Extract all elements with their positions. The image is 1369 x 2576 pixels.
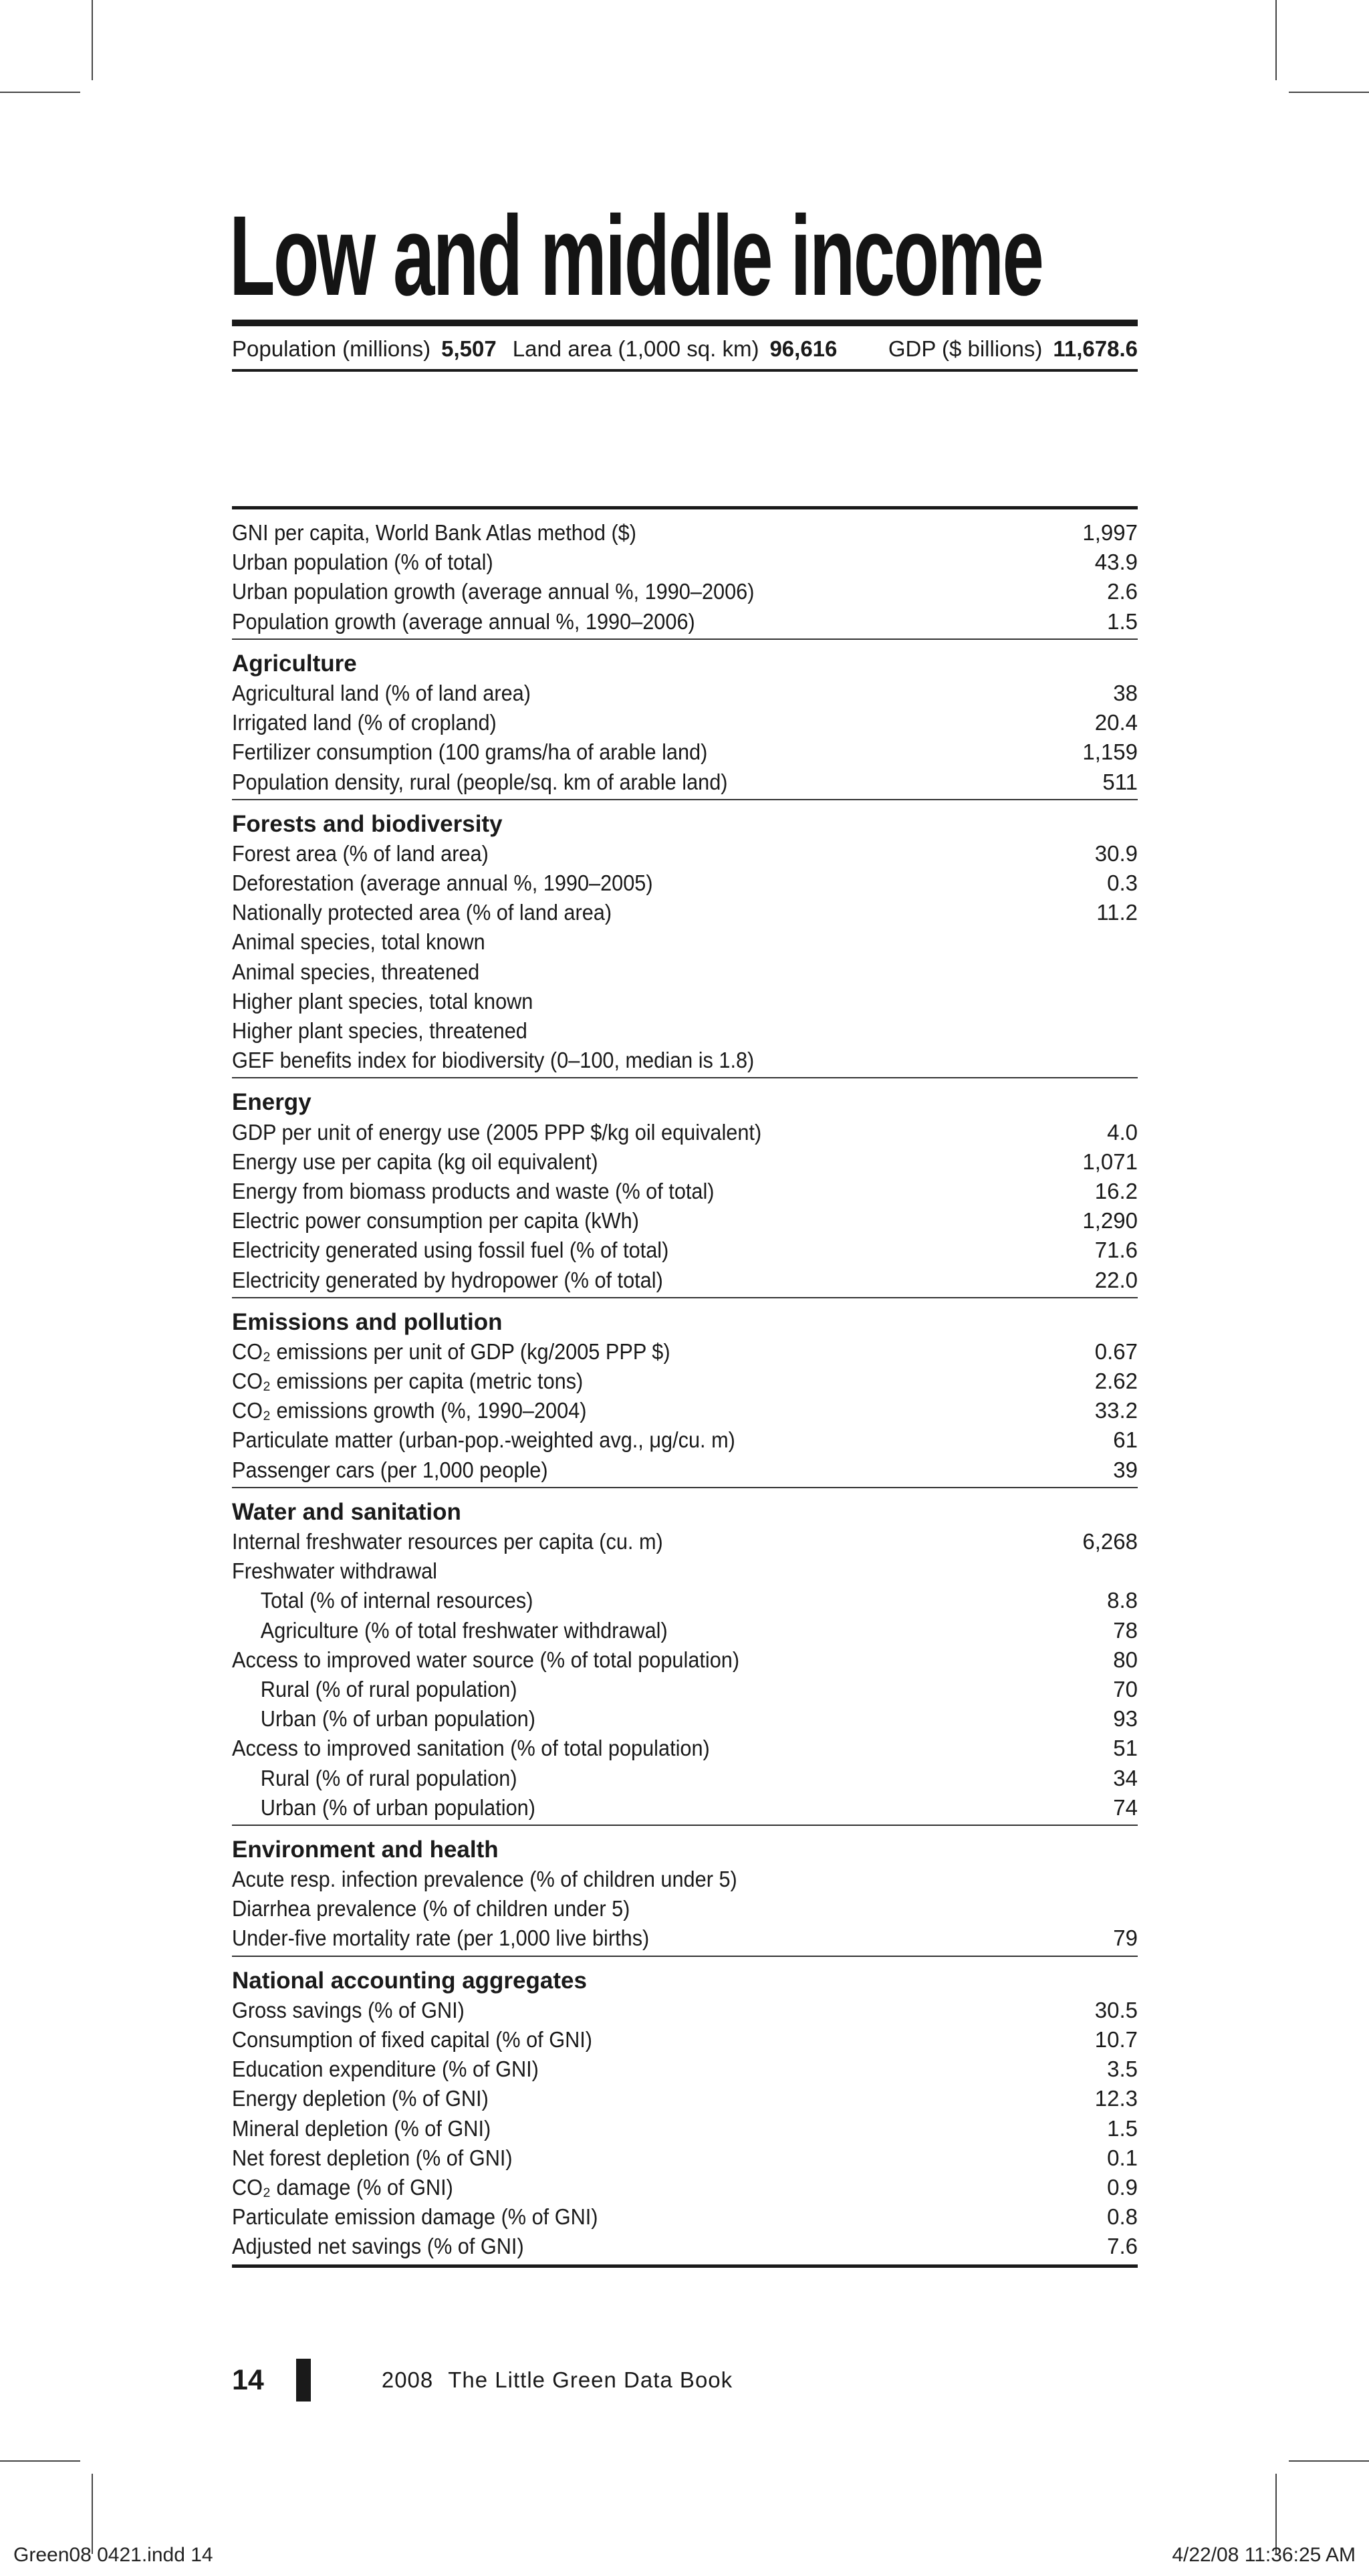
- indicator-label: Nationally protected area (% of land area): [232, 900, 612, 925]
- table-row: [232, 1704, 1138, 1734]
- indicator-value: 3.5: [1107, 2057, 1138, 2082]
- crop-mark: [0, 92, 80, 93]
- indicator-label: Access to improved water source (% of total population): [232, 1647, 740, 1672]
- indicator-value: 7.6: [1107, 2234, 1138, 2259]
- table-row: [232, 679, 1138, 708]
- indicator-label: Rural (% of rural population): [260, 1676, 517, 1702]
- table-row: [232, 1455, 1138, 1485]
- section-divider: [232, 638, 1138, 640]
- table-row: [232, 2173, 1138, 2202]
- indicator-label: Urban population growth (average annual %, 1990–2006): [232, 579, 755, 604]
- footer-bar: [296, 2359, 311, 2402]
- indicator-value: 16.2: [1094, 1178, 1138, 1203]
- indicator-label: Adjusted net savings (% of GNI): [232, 2234, 524, 2259]
- indicator-value: 78: [1113, 1617, 1138, 1643]
- table-row: [232, 1865, 1138, 1894]
- indicator-label: Animal species, threatened: [232, 959, 480, 984]
- crop-mark: [1275, 2474, 1277, 2554]
- indicator-label: Deforestation (average annual %, 1990–2005): [232, 870, 653, 896]
- indicator-label: Energy use per capita (kg oil equivalent): [232, 1149, 598, 1174]
- table-row: [232, 607, 1138, 636]
- gdp-label: GDP ($ billions): [888, 336, 1043, 361]
- indicator-label: Diarrhea prevalence (% of children under 5): [232, 1896, 630, 1921]
- indicator-label: Higher plant species, threatened: [232, 1018, 527, 1043]
- gdp-value: 11,678.6: [1053, 336, 1138, 361]
- indicator-label: Energy from biomass products and waste (% of total): [232, 1178, 715, 1203]
- indicator-label: GDP per unit of energy use (2005 PPP $/kg oil equivalent): [232, 1119, 762, 1145]
- indicator-label: Passenger cars (per 1,000 people): [232, 1457, 548, 1482]
- indicator-label: Gross savings (% of GNI): [232, 1997, 465, 2022]
- section-title: National accounting aggregates: [232, 1967, 587, 1994]
- table-row: [232, 518, 1138, 548]
- indicator-label: CO₂ emissions per capita (metric tons): [232, 1369, 584, 1394]
- indicator-value: 1,290: [1082, 1208, 1138, 1234]
- crop-mark: [1289, 92, 1369, 93]
- table-row: [232, 1764, 1138, 1793]
- table-row: [232, 1616, 1138, 1645]
- indicator-value: 11.2: [1096, 900, 1138, 925]
- indicator-label: GNI per capita, World Bank Atlas method ($): [232, 520, 636, 545]
- indicator-value: 2.62: [1094, 1369, 1138, 1394]
- indicator-value: 1,159: [1082, 739, 1138, 765]
- section-divider: [232, 1825, 1138, 1826]
- table-row: [232, 737, 1138, 767]
- table-row: [232, 1367, 1138, 1396]
- crop-mark: [92, 2474, 93, 2554]
- table-row: [232, 839, 1138, 868]
- indicator-value: 71.6: [1094, 1238, 1138, 1263]
- table-row: [232, 1645, 1138, 1675]
- indicator-label: Mineral depletion (% of GNI): [232, 2115, 491, 2141]
- table-row: [232, 1527, 1138, 1556]
- section-title: Agriculture: [232, 650, 357, 677]
- table-row: [232, 1046, 1138, 1075]
- table-row: [232, 898, 1138, 927]
- indicator-value: 22.0: [1094, 1267, 1138, 1292]
- table-row: [232, 2055, 1138, 2084]
- indicator-label: Forest area (% of land area): [232, 840, 489, 866]
- table-row: [232, 1996, 1138, 2025]
- indicator-value: 0.67: [1094, 1338, 1138, 1364]
- footer-year: 2008: [381, 2367, 434, 2392]
- indicator-label: Internal freshwater resources per capita (cu. m): [232, 1529, 663, 1554]
- table-row: [232, 1923, 1138, 1953]
- indicator-label: Access to improved sanitation (% of total population): [232, 1736, 710, 1761]
- table-row: [232, 1118, 1138, 1147]
- indicator-value: 1,071: [1082, 1149, 1138, 1174]
- crop-mark: [92, 0, 93, 80]
- indicator-value: 74: [1113, 1794, 1138, 1820]
- slug-datetime: 4/22/08 11:36:25 AM: [1172, 2544, 1356, 2566]
- book-title: The Little Green Data Book: [448, 2367, 733, 2392]
- indicator-value: 93: [1113, 1706, 1138, 1732]
- indicator-label: Population density, rural (people/sq. km of arable land): [232, 769, 728, 794]
- section-title: Forests and biodiversity: [232, 810, 503, 837]
- indicator-value: 0.8: [1107, 2204, 1138, 2230]
- indicator-label: Electric power consumption per capita (kWh): [232, 1208, 639, 1234]
- indicator-label: Animal species, total known: [232, 929, 485, 955]
- population-value: 5,507: [441, 336, 497, 361]
- table-row: [232, 1734, 1138, 1763]
- indicator-label: Under-five mortality rate (per 1,000 live births): [232, 1925, 650, 1951]
- indicator-value: 4.0: [1107, 1119, 1138, 1145]
- indicator-label: Net forest depletion (% of GNI): [232, 2145, 513, 2170]
- table-row: [232, 868, 1138, 898]
- section-divider: [232, 1297, 1138, 1298]
- indicator-value: 38: [1113, 680, 1138, 705]
- table-row: [232, 1266, 1138, 1295]
- indicator-value: 6,268: [1082, 1529, 1138, 1554]
- indicator-label: Particulate matter (urban-pop.-weighted avg., μg/cu. m): [232, 1427, 735, 1453]
- indicator-value: 39: [1113, 1457, 1138, 1482]
- indicator-value: 0.9: [1107, 2174, 1138, 2200]
- table-row: [232, 1206, 1138, 1236]
- indicator-label: Urban (% of urban population): [260, 1706, 535, 1732]
- indicator-value: 511: [1102, 769, 1138, 794]
- indicator-label: Energy depletion (% of GNI): [232, 2086, 489, 2111]
- table-row: [232, 548, 1138, 577]
- section-heading: [232, 810, 1138, 839]
- table-row: [232, 768, 1138, 797]
- indicator-value: 30.9: [1094, 840, 1138, 866]
- summary-stats: [232, 333, 1138, 365]
- indicator-value: 8.8: [1107, 1588, 1138, 1613]
- indicator-label: Freshwater withdrawal: [232, 1558, 438, 1584]
- indicator-value: 20.4: [1094, 710, 1138, 735]
- table-row: [232, 1396, 1138, 1425]
- indicator-label: CO₂ damage (% of GNI): [232, 2174, 453, 2200]
- section-heading: [232, 1308, 1138, 1337]
- section-title: Environment and health: [232, 1836, 499, 1863]
- indicator-label: Consumption of fixed capital (% of GNI): [232, 2027, 593, 2052]
- indicator-label: Agricultural land (% of land area): [232, 680, 531, 705]
- indicator-label: Urban population (% of total): [232, 550, 493, 575]
- slug-file: Green08 0421.indd 14: [13, 2544, 213, 2566]
- indicator-value: 30.5: [1094, 1997, 1138, 2022]
- indicator-label: Irrigated land (% of cropland): [232, 710, 497, 735]
- crop-mark: [0, 2460, 80, 2462]
- section-divider: [232, 799, 1138, 800]
- section-heading: [232, 1088, 1138, 1117]
- table-row: [232, 577, 1138, 606]
- section-heading: [232, 1498, 1138, 1527]
- table-row: [232, 1236, 1138, 1265]
- table-row: [232, 1556, 1138, 1586]
- indicator-label: Particulate emission damage (% of GNI): [232, 2204, 598, 2230]
- indicator-value: 2.6: [1107, 579, 1138, 604]
- table-rule: [232, 506, 1138, 509]
- table-row: [232, 708, 1138, 737]
- indicator-label: CO₂ emissions growth (%, 1990–2004): [232, 1398, 587, 1423]
- table-row: [232, 987, 1138, 1016]
- crop-mark: [1275, 0, 1277, 80]
- indicator-value: 70: [1113, 1676, 1138, 1702]
- indicator-value: 79: [1113, 1925, 1138, 1951]
- indicator-label: Higher plant species, total known: [232, 988, 533, 1014]
- section-divider: [232, 1487, 1138, 1488]
- section-title: Water and sanitation: [232, 1498, 461, 1525]
- indicator-label: Urban (% of urban population): [260, 1794, 535, 1820]
- indicator-table: [232, 518, 1138, 2268]
- section-heading: [232, 649, 1138, 679]
- indicator-label: Rural (% of rural population): [260, 1765, 517, 1790]
- indicator-value: 61: [1113, 1427, 1138, 1453]
- indicator-label: Fertilizer consumption (100 grams/ha of arable land): [232, 739, 708, 765]
- indicator-label: GEF benefits index for biodiversity (0–100, median is 1.8): [232, 1048, 755, 1073]
- land-area-value: 96,616: [769, 336, 838, 361]
- table-row: [232, 1147, 1138, 1177]
- page-number: 14: [232, 2363, 264, 2396]
- table-row: [232, 927, 1138, 957]
- table-row: [232, 1793, 1138, 1823]
- table-row: [232, 1177, 1138, 1206]
- section-divider: [232, 1077, 1138, 1078]
- header-rule: [232, 369, 1138, 372]
- header-rule: [232, 320, 1138, 326]
- indicator-label: Electricity generated by hydropower (% of total): [232, 1267, 663, 1292]
- table-row: [232, 2114, 1138, 2143]
- section-divider: [232, 1956, 1138, 1957]
- table-row: [232, 2232, 1138, 2261]
- indicator-value: 43.9: [1094, 550, 1138, 575]
- table-row: [232, 2202, 1138, 2232]
- indicator-value: 0.3: [1107, 870, 1138, 896]
- indicator-value: 0.1: [1107, 2145, 1138, 2170]
- indicator-value: 12.3: [1094, 2086, 1138, 2111]
- table-row: [232, 1675, 1138, 1704]
- table-rule: [232, 2264, 1138, 2268]
- indicator-value: 1.5: [1107, 2115, 1138, 2141]
- section-title: Energy: [232, 1089, 312, 1116]
- page-footer: [232, 2359, 733, 2402]
- section-heading: [232, 1966, 1138, 1996]
- table-row: [232, 1016, 1138, 1046]
- indicator-value: 80: [1113, 1647, 1138, 1672]
- indicator-label: Education expenditure (% of GNI): [232, 2057, 539, 2082]
- indicator-label: Electricity generated using fossil fuel (% of total): [232, 1238, 669, 1263]
- table-row: [232, 2025, 1138, 2055]
- crop-mark: [1289, 2460, 1369, 2462]
- indicator-value: 34: [1113, 1765, 1138, 1790]
- indicator-value: 10.7: [1094, 2027, 1138, 2052]
- indicator-label: Total (% of internal resources): [260, 1588, 533, 1613]
- table-row: [232, 957, 1138, 987]
- indicator-value: 1.5: [1107, 608, 1138, 634]
- indicator-label: Agriculture (% of total freshwater withdrawal): [260, 1617, 668, 1643]
- table-row: [232, 1894, 1138, 1923]
- section-title: Emissions and pollution: [232, 1308, 503, 1335]
- population-label: Population (millions): [232, 336, 431, 361]
- land-area-label: Land area (1,000 sq. km): [512, 336, 759, 361]
- table-row: [232, 1425, 1138, 1455]
- indicator-label: CO₂ emissions per unit of GDP (kg/2005 PPP $): [232, 1338, 670, 1364]
- section-heading: [232, 1835, 1138, 1865]
- indicator-value: 51: [1113, 1736, 1138, 1761]
- indicator-label: Population growth (average annual %, 1990–2006): [232, 608, 695, 634]
- table-row: [232, 2143, 1138, 2173]
- indicator-value: 33.2: [1094, 1398, 1138, 1423]
- indicator-label: Acute resp. infection prevalence (% of children under 5): [232, 1867, 737, 1892]
- indicator-value: 1,997: [1082, 520, 1138, 545]
- table-row: [232, 1586, 1138, 1615]
- table-row: [232, 2084, 1138, 2113]
- page-title: Low and middle income: [229, 193, 1043, 320]
- table-row: [232, 1337, 1138, 1367]
